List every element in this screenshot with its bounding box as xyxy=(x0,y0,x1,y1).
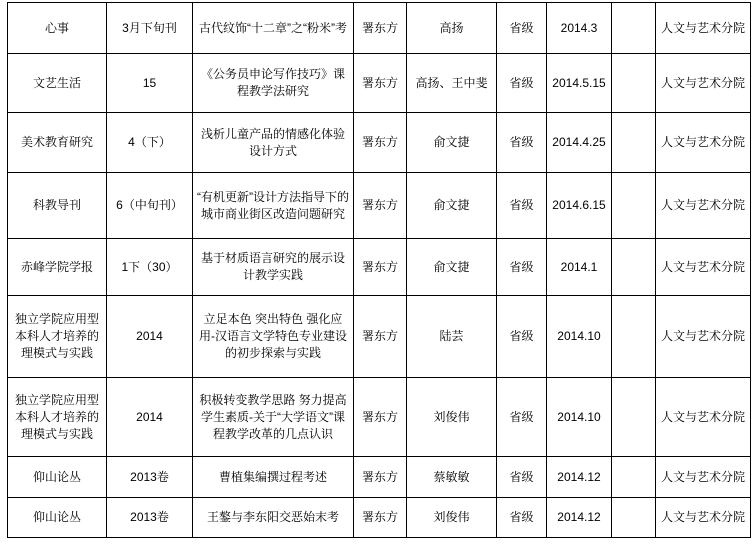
cell-article-title: 古代纹饰“十二章”之“粉米”考 xyxy=(193,3,354,54)
table-row xyxy=(8,296,751,378)
cell-publish-date: 2014.12 xyxy=(547,457,612,498)
table-row xyxy=(8,457,751,498)
publications-table xyxy=(7,2,751,538)
cell-issue-number: 4（下） xyxy=(107,113,193,173)
cell-article-title: 《公务员申论写作技巧》课程教学法研究 xyxy=(193,54,354,113)
cell-article-title: 积极转变教学思路 努力提高学生素质-关于“大学语文”课程教学改革的几点认识 xyxy=(193,378,354,457)
cell-department: 署东方 xyxy=(354,3,407,54)
cell-department: 署东方 xyxy=(354,54,407,113)
table-row xyxy=(8,54,751,113)
cell-division: 人文与艺术分院 xyxy=(656,113,751,173)
cell-authors: 高扬 xyxy=(407,3,497,54)
table-row xyxy=(8,378,751,457)
cell-empty xyxy=(612,378,656,457)
table-row xyxy=(8,239,751,296)
table-row xyxy=(8,3,751,54)
cell-level: 省级 xyxy=(497,498,547,538)
cell-issue-number: 2013卷 xyxy=(107,498,193,538)
cell-journal-name: 独立学院应用型本科人才培养的理模式与实践 xyxy=(8,296,107,378)
cell-journal-name: 仰山论丛 xyxy=(8,498,107,538)
cell-issue-number: 2014 xyxy=(107,378,193,457)
table-row xyxy=(8,173,751,239)
cell-article-title: 王鏊与李东阳交恶始末考 xyxy=(193,498,354,538)
cell-department: 署东方 xyxy=(354,498,407,538)
cell-division: 人文与艺术分院 xyxy=(656,54,751,113)
cell-journal-name: 独立学院应用型本科人才培养的理模式与实践 xyxy=(8,378,107,457)
cell-article-title: 浅析儿童产品的情感化体验设计方式 xyxy=(193,113,354,173)
cell-empty xyxy=(612,457,656,498)
cell-level: 省级 xyxy=(497,3,547,54)
cell-division: 人文与艺术分院 xyxy=(656,173,751,239)
cell-article-title: “有机更新”设计方法指导下的城市商业街区改造问题研究 xyxy=(193,173,354,239)
cell-journal-name: 科教导刊 xyxy=(8,173,107,239)
cell-article-title: 曹植集编撰过程考述 xyxy=(193,457,354,498)
cell-level: 省级 xyxy=(497,296,547,378)
cell-publish-date: 2014.10 xyxy=(547,378,612,457)
cell-issue-number: 3月下旬刊 xyxy=(107,3,193,54)
cell-publish-date: 2014.5.15 xyxy=(547,54,612,113)
cell-issue-number: 1下（30） xyxy=(107,239,193,296)
cell-level: 省级 xyxy=(497,173,547,239)
cell-empty xyxy=(612,3,656,54)
cell-division: 人文与艺术分院 xyxy=(656,3,751,54)
cell-authors: 高扬、王中斐 xyxy=(407,54,497,113)
cell-level: 省级 xyxy=(497,378,547,457)
cell-publish-date: 2014.4.25 xyxy=(547,113,612,173)
cell-journal-name: 心事 xyxy=(8,3,107,54)
cell-department: 署东方 xyxy=(354,173,407,239)
cell-issue-number: 6（中旬刊） xyxy=(107,173,193,239)
cell-empty xyxy=(612,113,656,173)
cell-department: 署东方 xyxy=(354,239,407,296)
cell-issue-number: 2013卷 xyxy=(107,457,193,498)
cell-publish-date: 2014.1 xyxy=(547,239,612,296)
cell-empty xyxy=(612,498,656,538)
cell-division: 人文与艺术分院 xyxy=(656,296,751,378)
cell-authors: 俞文捷 xyxy=(407,239,497,296)
cell-empty xyxy=(612,239,656,296)
cell-authors: 陆芸 xyxy=(407,296,497,378)
cell-department: 署东方 xyxy=(354,296,407,378)
cell-authors: 俞文捷 xyxy=(407,113,497,173)
cell-level: 省级 xyxy=(497,113,547,173)
table-row xyxy=(8,498,751,538)
cell-authors: 刘俊伟 xyxy=(407,378,497,457)
cell-journal-name: 赤峰学院学报 xyxy=(8,239,107,296)
cell-division: 人文与艺术分院 xyxy=(656,239,751,296)
cell-level: 省级 xyxy=(497,239,547,296)
cell-department: 署东方 xyxy=(354,113,407,173)
cell-authors: 蔡敏敏 xyxy=(407,457,497,498)
cell-journal-name: 仰山论丛 xyxy=(8,457,107,498)
cell-authors: 俞文捷 xyxy=(407,173,497,239)
cell-publish-date: 2014.3 xyxy=(547,3,612,54)
cell-article-title: 立足本色 突出特色 强化应用-汉语言文学特色专业建设的初步探索与实践 xyxy=(193,296,354,378)
cell-division: 人文与艺术分院 xyxy=(656,378,751,457)
cell-journal-name: 美术教育研究 xyxy=(8,113,107,173)
cell-division: 人文与艺术分院 xyxy=(656,498,751,538)
cell-department: 署东方 xyxy=(354,378,407,457)
cell-empty xyxy=(612,296,656,378)
cell-department: 署东方 xyxy=(354,457,407,498)
cell-issue-number: 2014 xyxy=(107,296,193,378)
cell-article-title: 基于材质语言研究的展示设计教学实践 xyxy=(193,239,354,296)
cell-division: 人文与艺术分院 xyxy=(656,457,751,498)
cell-level: 省级 xyxy=(497,457,547,498)
cell-empty xyxy=(612,173,656,239)
cell-level: 省级 xyxy=(497,54,547,113)
cell-publish-date: 2014.10 xyxy=(547,296,612,378)
cell-empty xyxy=(612,54,656,113)
table-row xyxy=(8,113,751,173)
cell-publish-date: 2014.12 xyxy=(547,498,612,538)
cell-publish-date: 2014.6.15 xyxy=(547,173,612,239)
cell-authors: 刘俊伟 xyxy=(407,498,497,538)
cell-journal-name: 文艺生活 xyxy=(8,54,107,113)
publications-table-body xyxy=(8,3,751,538)
cell-issue-number: 15 xyxy=(107,54,193,113)
